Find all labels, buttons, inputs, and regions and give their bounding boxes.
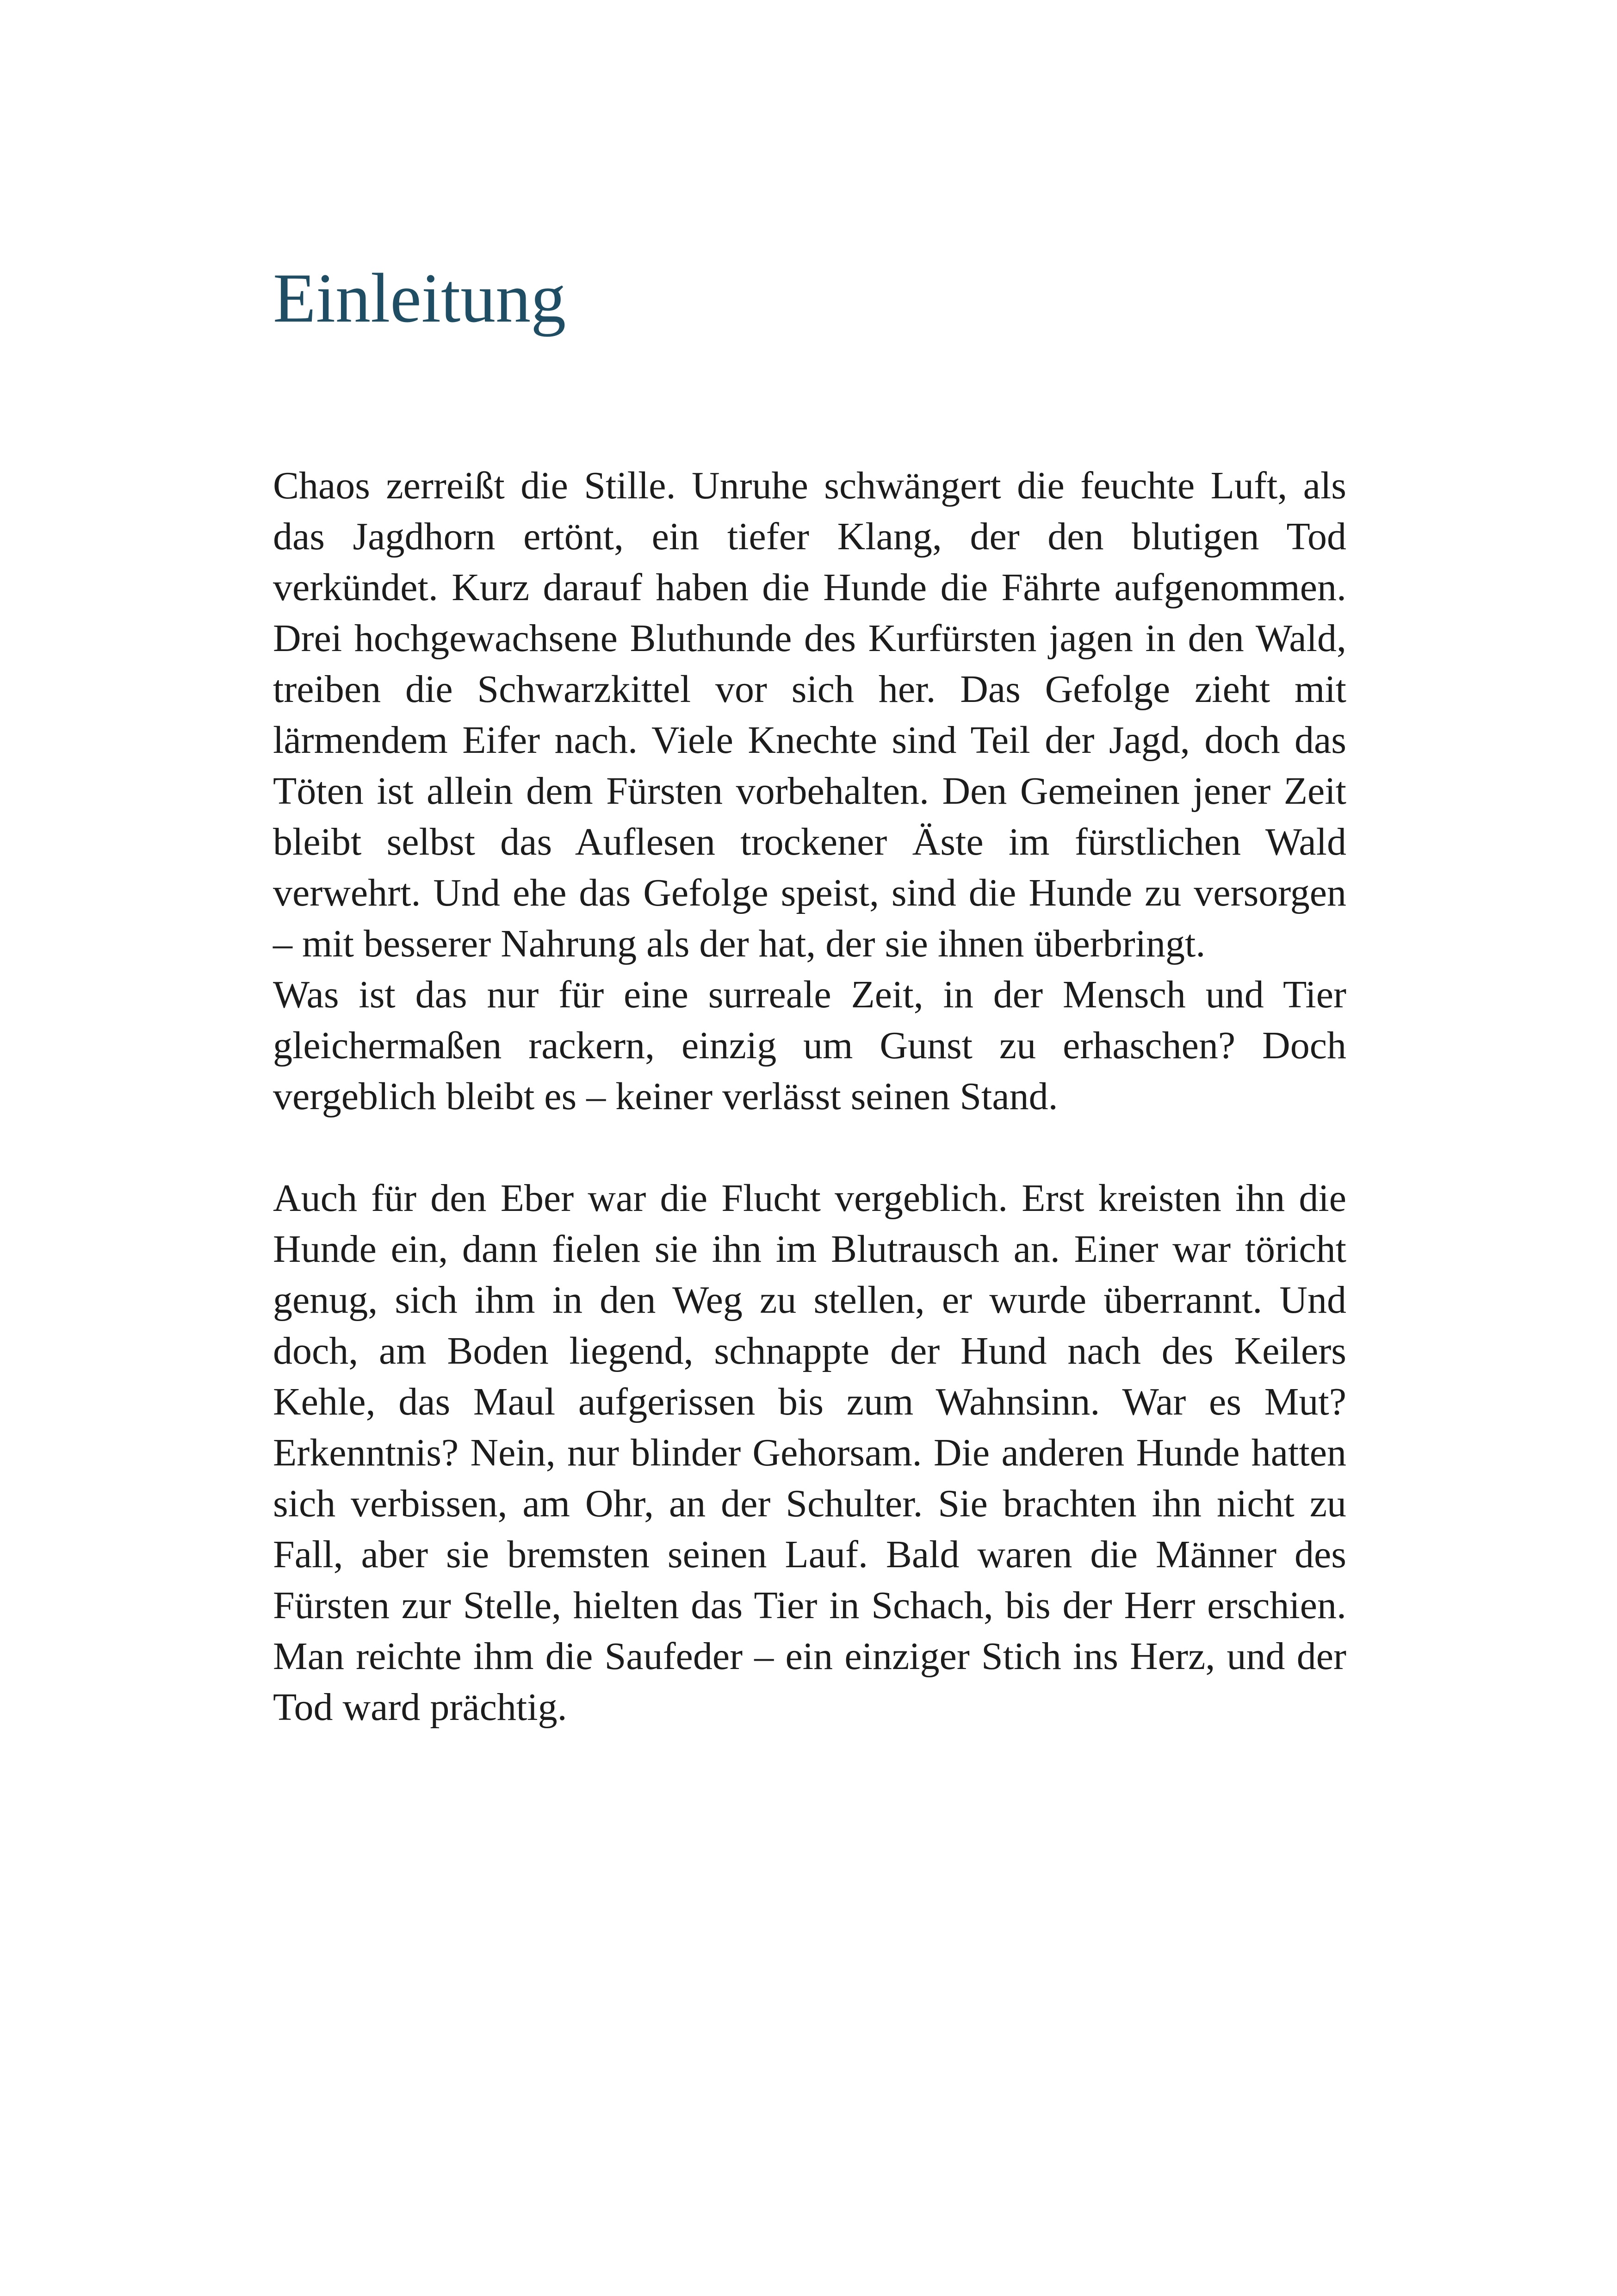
- page-title: Einleitung: [273, 259, 566, 337]
- paragraph-hunt-opening: Chaos zerreißt die Stille. Unruhe schwängert die feuchte Luft, als das Jagdhorn ertönt, ein tiefer Klang, der den blutigen Tod verkündet. Kurz darauf haben die Hunde die Fährte aufgenommen. Drei hochgewachsene Bluthunde des Kurfürsten jagen in den Wald, treiben die Schwarzkittel vor sich her. Das Gefolge zieht mit lärmendem Eifer nach. Viele Knechte sind Teil der Jagd, doch das Töten ist allein dem Fürsten vorbehalten. Den Gemeinen jener Zeit bleibt selbst das Auflesen trockener Äste im fürstlichen Wald verwehrt. Und ehe das Gefolge speist, sind die Hunde zu versorgen – mit besserer Nahrung als der hat, der sie ihnen überbringt.: [273, 464, 1346, 965]
- paragraph-surreal-time: Was ist das nur für eine surreale Zeit, in der Mensch und Tier gleichermaßen rackern, einzig um Gunst zu erhaschen? Doch vergeblich bleibt es – keiner verlässt seinen Stand.: [273, 973, 1346, 1118]
- body-text: [273, 460, 1346, 1733]
- paragraph-boar-kill: Auch für den Eber war die Flucht vergeblich. Erst kreisten ihn die Hunde ein, dann fielen sie ihn im Blutrausch an. Einer war töricht genug, sich ihm in den Weg zu stellen, er wurde überrannt. Und doch, am Boden liegend, schnappte der Hund nach des Keilers Kehle, das Maul aufgerissen bis zum Wahnsinn. War es Mut? Erkenntnis? Nein, nur blinder Gehorsam. Die anderen Hunde hatten sich verbissen, am Ohr, an der Schulter. Sie brachten ihn nicht zu Fall, aber sie bremsten seinen Lauf. Bald waren die Männer des Fürsten zur Stelle, hielten das Tier in Schach, bis der Herr erschien. Man reichte ihm die Saufeder – ein einziger Stich ins Herz, und der Tod ward prächtig.: [273, 1177, 1346, 1729]
- paragraph-spacer: [273, 1122, 1346, 1173]
